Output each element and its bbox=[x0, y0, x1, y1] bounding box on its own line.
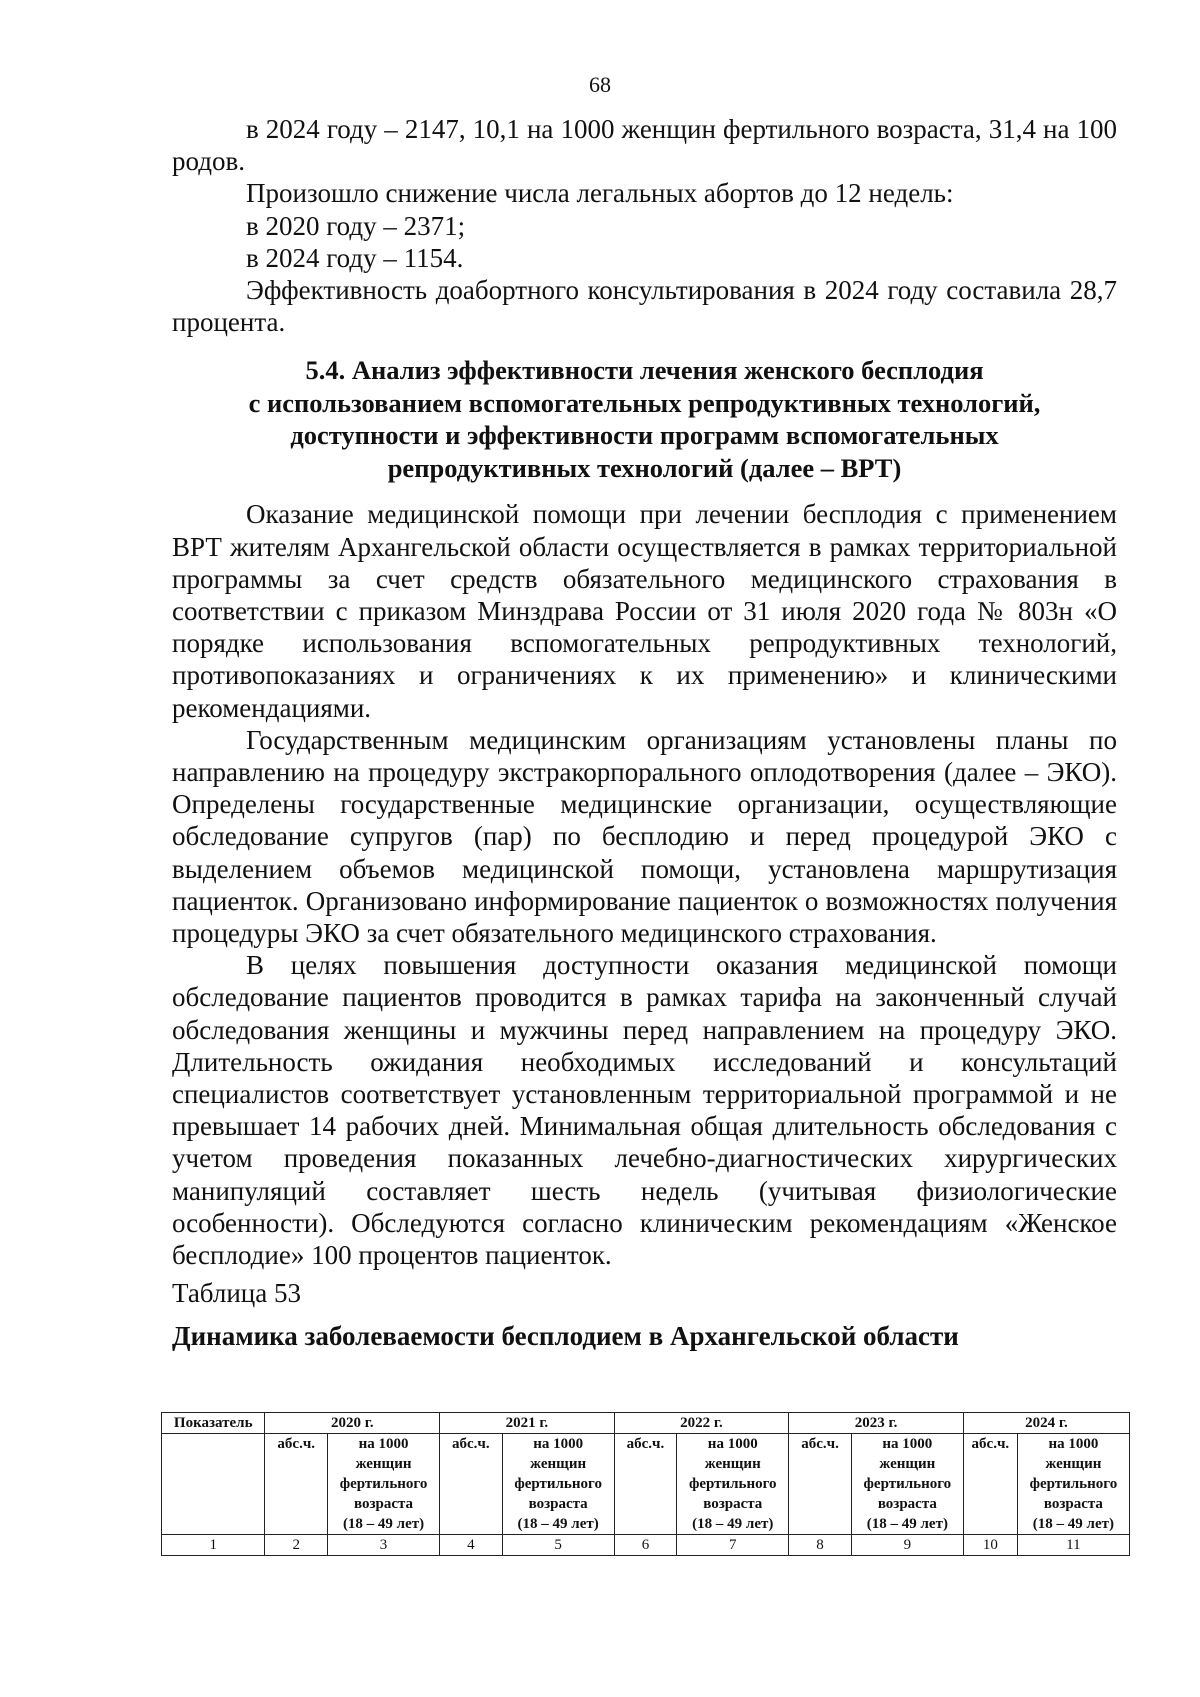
section-heading-line-2: с использованием вспомогательных репродуктивных технологий, bbox=[248, 387, 1041, 418]
table-title: Динамика заболеваемости бесплодием в Архангельской области bbox=[172, 1320, 959, 1351]
rate-line: на 1000 bbox=[533, 1436, 584, 1452]
paragraph-abortions-2024: в 2024 году – 2147, 10,1 на 1000 женщин фертильного возраста, 31,4 на 100 родов. bbox=[172, 114, 1117, 177]
paragraph-availability: В целях повышения доступности оказания медицинской помощи обследование пациентов проводится в рамках тарифа на законченный случай обследования женщины и мужчины перед направлением на процедуру ЭКО. Длительность ожидания необходимых исследований и консультаций специалистов соответствует установленным территориальной программой и не превышает 14 рабочих дней. Минимальная общая длительность обследования с учетом проведения показанных лечебно-диагностических хирургических манипуляций составляет шесть недель (учитывая физиологические особенности). Обследуются согласно клиническим рекомендациям «Женское бесплодие» 100 процентов пациенток. bbox=[172, 950, 1117, 1271]
header-rate-2023 bbox=[851, 1434, 963, 1535]
rate-line: фертильного bbox=[863, 1476, 952, 1492]
header-year-2023: 2023 г. bbox=[789, 1413, 964, 1434]
table-header-row-years bbox=[162, 1413, 1130, 1434]
header-rate-2020 bbox=[327, 1434, 439, 1535]
column-number: 3 bbox=[327, 1535, 439, 1556]
section-heading-line-3: доступности и эффективности программ вспомогательных bbox=[290, 420, 999, 451]
paragraph-abortions-decline: Произошло снижение числа легальных абортов до 12 недель: bbox=[246, 178, 954, 209]
paragraph-abortions-2020: в 2020 году – 2371; bbox=[246, 210, 466, 241]
table-column-number-row bbox=[162, 1535, 1130, 1556]
body-text bbox=[172, 113, 1117, 1352]
header-abs-2023: абс.ч. bbox=[789, 1434, 852, 1535]
rate-line: возраста bbox=[703, 1496, 763, 1512]
rate-line: (18 – 49 лет) bbox=[866, 1516, 948, 1532]
rate-line: женщин bbox=[1045, 1456, 1102, 1472]
rate-line: женщин bbox=[530, 1456, 587, 1472]
header-year-2022: 2022 г. bbox=[614, 1413, 789, 1434]
header-year-2024: 2024 г. bbox=[963, 1413, 1129, 1434]
column-number: 11 bbox=[1017, 1535, 1129, 1556]
section-heading bbox=[172, 354, 1117, 484]
column-number: 8 bbox=[789, 1535, 852, 1556]
rate-line: возраста bbox=[353, 1496, 414, 1512]
rate-line: возраста bbox=[528, 1496, 588, 1512]
rate-line: фертильного bbox=[514, 1476, 602, 1492]
paragraph-counseling-efficiency: Эффективность доабортного консультирования в 2024 году составила 28,7 процента. bbox=[172, 275, 1117, 338]
infertility-table bbox=[161, 1412, 1130, 1556]
column-number: 9 bbox=[851, 1535, 963, 1556]
rate-line: фертильного bbox=[1029, 1476, 1118, 1492]
rate-line: возраста bbox=[877, 1496, 937, 1512]
column-number: 6 bbox=[614, 1535, 677, 1556]
paragraph-ivr-medical-care: Оказание медицинской помощи при лечении бесплодия с применением ВРТ жителям Архангельской области осуществляется в рамках территориальной программы за счет средств обязательного медицинского страхования в соответствии с приказом Минздрава России от 31 июля 2020 года № 803н «О порядке использования вспомогательных репродуктивных технологий, противопоказаниях и ограничениях к их применению» и клиническими рекомендациями. bbox=[172, 499, 1117, 723]
table-header-row-subcolumns bbox=[162, 1434, 1130, 1535]
header-indicator: Показатель bbox=[162, 1413, 265, 1434]
page-number: 68 bbox=[589, 72, 611, 97]
column-number: 4 bbox=[440, 1535, 503, 1556]
rate-line: на 1000 bbox=[358, 1436, 409, 1452]
column-number: 1 bbox=[162, 1535, 265, 1556]
paragraph-eco-plans: Государственным медицинским организациям установлены планы по направлению на процедуру экстракорпорального оплодотворения (далее – ЭКО). Определены государственные медицинские организации, осуществляющие обследование супругов (пар) по бесплодию и перед процедурой ЭКО с выделением объемов медицинской помощи, установлена маршрутизация пациенток. Организовано информирование пациенток о возможностях получения процедуры ЭКО за счет обязательного медицинского страхования. bbox=[172, 724, 1117, 949]
section-heading-line-4: репродуктивных технологий (далее – ВРТ) bbox=[387, 452, 902, 483]
rate-line: (18 – 49 лет) bbox=[692, 1516, 774, 1532]
rate-line: фертильного bbox=[339, 1476, 428, 1492]
header-year-2020: 2020 г. bbox=[265, 1413, 440, 1434]
header-rate-2021 bbox=[502, 1434, 614, 1535]
header-rate-2022 bbox=[677, 1434, 789, 1535]
rate-line: фертильного bbox=[688, 1476, 777, 1492]
column-number: 7 bbox=[677, 1535, 789, 1556]
rate-line: на 1000 bbox=[1048, 1436, 1099, 1452]
header-indicator-empty bbox=[162, 1434, 265, 1535]
header-abs-2022: абс.ч. bbox=[614, 1434, 677, 1535]
column-number: 5 bbox=[502, 1535, 614, 1556]
column-number: 10 bbox=[963, 1535, 1017, 1556]
header-abs-2024: абс.ч. bbox=[963, 1434, 1017, 1535]
rate-line: (18 – 49 лет) bbox=[517, 1516, 599, 1532]
section-heading-line-1: 5.4. Анализ эффективности лечения женского бесплодия bbox=[305, 355, 984, 386]
rate-line: возраста bbox=[1043, 1496, 1103, 1512]
header-rate-2024 bbox=[1017, 1434, 1129, 1535]
table-label: Таблица 53 bbox=[172, 1278, 301, 1309]
rate-line: женщин bbox=[355, 1456, 412, 1472]
rate-line: женщин bbox=[704, 1456, 761, 1472]
rate-line: на 1000 bbox=[882, 1436, 933, 1452]
rate-line: (18 – 49 лет) bbox=[342, 1516, 425, 1532]
paragraph-abortions-2024-value: в 2024 году – 1154. bbox=[246, 242, 464, 273]
header-abs-2021: абс.ч. bbox=[440, 1434, 503, 1535]
rate-line: (18 – 49 лет) bbox=[1032, 1516, 1114, 1532]
header-year-2021: 2021 г. bbox=[440, 1413, 615, 1434]
header-abs-2020: абс.ч. bbox=[265, 1434, 328, 1535]
rate-line: на 1000 bbox=[707, 1436, 758, 1452]
rate-line: женщин bbox=[879, 1456, 936, 1472]
column-number: 2 bbox=[265, 1535, 328, 1556]
